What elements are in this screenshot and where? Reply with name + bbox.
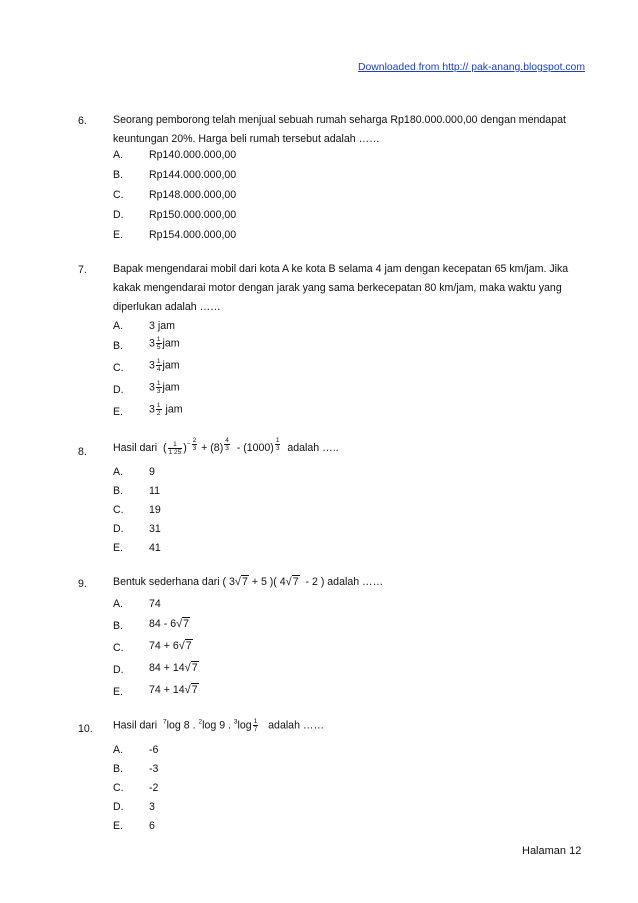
fraction-numerator: 1 [156,380,161,387]
option-letter: D. [113,523,124,535]
question-text: Bapak mengendarai mobil dari kota A ke kota B selama 4 jam dengan kecepatan 65 km/jam. Jika [113,263,569,275]
expression-prefix: Bentuk sederhana dari ( 3 [113,576,235,588]
fraction-denominator: 4 [156,366,161,373]
fraction-numerator: 1 [156,336,161,343]
log-term: log 8 . [166,719,196,732]
option-d[interactable]: Rp150.000.000,00 [149,209,237,221]
option-letter: A. [113,149,124,161]
option-letter: E. [113,406,124,418]
fraction-denominator: 3 [225,445,229,452]
option-letter: B. [113,485,124,497]
option-e[interactable] [149,402,183,417]
option-b[interactable]: -3 [149,763,159,775]
radicand: 7 [183,618,190,630]
question-text: keuntungan 20%. Harga beli rumah tersebut adalah …… [113,133,380,145]
fraction [168,441,183,456]
option-whole: 3 [149,320,155,332]
square-root: √7 [184,684,198,696]
radicand: 7 [185,640,192,652]
option-text: 74 + 6 [149,640,179,652]
question-text: Seorang pemborong telah menjual sebuah rumah seharga Rp180.000.000,00 dengan mendapat [113,114,566,126]
square-root: √7 [234,576,248,588]
option-c[interactable] [149,640,193,652]
question-expression [113,576,383,588]
option-d[interactable] [149,662,199,674]
option-letter: B. [113,763,124,775]
question-number: 8. [78,446,87,458]
option-b[interactable] [149,618,190,630]
expression-term: - (1000) [236,442,274,455]
option-b[interactable] [149,336,180,351]
question-expression [113,718,324,733]
option-letter: D. [113,209,124,221]
option-d[interactable]: 31 [149,523,161,535]
option-letter: A. [113,466,124,478]
radicand: 7 [191,662,198,674]
option-letter: C. [113,642,124,654]
fraction-numerator: 4 [225,437,229,444]
log-term: log 9 . [202,719,231,732]
option-a[interactable]: 9 [149,466,155,478]
expression-suffix: adalah …… [268,719,325,732]
question-text: kakak mengendarai motor dengan jarak yang sama berkecepatan 80 km/jam, maka waktu yang [113,282,562,294]
square-root: √7 [176,618,190,630]
question-number: 7. [78,264,87,276]
option-a[interactable]: 74 [149,598,161,610]
exponent-fraction [224,437,230,452]
option-letter: A. [113,320,124,332]
fraction-denominator: 7 [253,726,258,733]
option-letter: D. [113,664,124,676]
option-letter: E. [113,686,124,698]
exponent-sign: − [186,441,191,449]
option-letter: D. [113,801,124,813]
option-text: 84 - 6 [149,618,177,630]
radicand: 7 [191,684,198,696]
option-letter: C. [113,189,124,201]
option-c[interactable]: 19 [149,504,161,516]
fraction-denominator: 3 [275,445,280,452]
option-d[interactable] [149,380,180,395]
option-unit: jam [162,337,180,350]
option-whole: 3 [149,337,155,350]
option-c[interactable]: -2 [149,782,159,794]
question-expression: Hasil dari ( $\frac{1}{1 25}$ )$^{- \frac{2}{3}}$ + (8) $^{\frac{4}{3}}$ - (1000) $^{\frac{1}{3}}$ adalah ….. [113,437,339,456]
option-e[interactable]: 6 [149,820,155,832]
option-letter: B. [113,620,124,632]
fraction [253,718,259,733]
fraction-denominator: 3 [156,388,161,395]
log-base: 7 [163,718,167,726]
fraction-numerator: 1 [253,718,258,725]
option-letter: C. [113,504,124,516]
option-e[interactable]: Rp154.000.000,00 [149,229,237,241]
square-root: √7 [184,662,198,674]
option-letter: B. [113,169,124,181]
option-e[interactable] [149,684,199,696]
log-base: 2 [198,718,203,726]
question-number: 6. [78,115,87,127]
expression-suffix: adalah ….. [287,442,339,455]
log-term: log [237,719,252,732]
fraction-numerator: 1 [156,358,161,365]
expression-suffix: - 2 ) adalah …… [305,576,384,588]
question-text: diperlukan adalah …… [113,301,221,313]
log-base: 3 [233,718,238,726]
option-letter: C. [113,782,124,794]
exponent-fraction [192,437,198,452]
fraction [156,380,162,395]
option-b[interactable]: Rp144.000.000,00 [149,169,237,181]
fraction-numerator: 1 [168,441,183,449]
question-number: 10. [78,723,93,735]
option-letter: E. [113,229,124,241]
option-letter: D. [113,384,124,396]
fraction-denominator: 5 [156,344,161,351]
option-e[interactable]: 41 [149,542,161,554]
fraction-numerator: 2 [192,437,197,444]
expression-term: + 5 )( 4 [251,576,286,588]
exponent-fraction [275,437,281,452]
option-unit: jam [165,403,183,416]
option-c[interactable] [149,358,180,373]
option-whole: 3 [149,403,155,416]
option-unit: jam [162,359,180,372]
option-letter: A. [113,744,124,756]
fraction [156,402,162,417]
expression-prefix: Hasil dari [113,442,158,455]
option-letter: A. [113,598,124,610]
source-link[interactable]: Downloaded from http:// pak-anang.blogspot.com [358,62,585,73]
option-whole: 3 [149,359,155,372]
fraction-denominator: 1 25 [168,448,182,456]
option-letter: C. [113,362,124,374]
option-d[interactable]: 3 [149,801,155,813]
fraction-denominator: 2 [156,410,161,417]
fraction-numerator: 1 [275,437,280,444]
option-letter: E. [113,820,124,832]
option-c[interactable]: Rp148.000.000,00 [149,189,237,201]
option-a[interactable] [149,320,175,332]
radicand: 7 [292,576,299,588]
option-unit: jam [162,381,180,394]
expression-prefix: Hasil dari [113,719,158,732]
option-unit: jam [157,320,175,332]
option-letter: E. [113,542,124,554]
option-whole: 3 [149,381,155,394]
option-letter: B. [113,340,124,352]
option-text: 74 + 14 [149,684,185,696]
option-text: 84 + 14 [149,662,185,674]
fraction [156,358,162,373]
square-root: √7 [285,576,299,588]
expression-term: + (8) [201,442,224,455]
question-number: 9. [78,578,87,590]
fraction-numerator: 1 [156,402,161,409]
page-number: Halaman 12 [522,845,582,857]
fraction-denominator: 3 [192,445,197,452]
option-a[interactable]: -6 [149,744,159,756]
radicand: 7 [241,576,248,588]
square-root: √7 [178,640,192,652]
fraction [156,336,162,351]
option-b[interactable]: 11 [149,485,160,497]
option-a[interactable]: Rp140.000.000,00 [149,149,237,161]
